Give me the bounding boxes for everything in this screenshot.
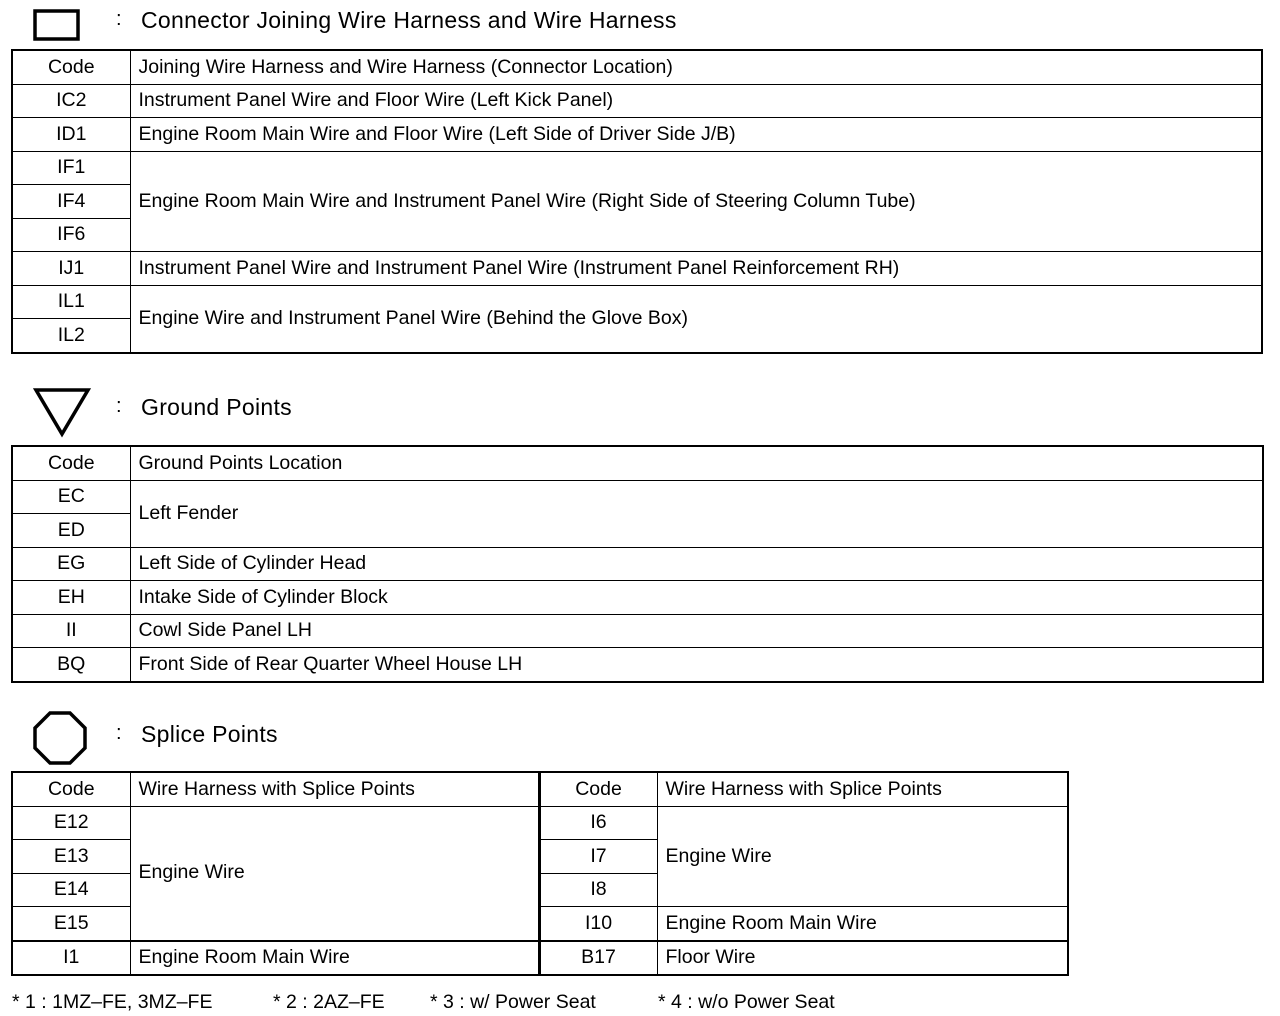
ground-code: EG bbox=[12, 547, 130, 581]
ground-desc: Left Side of Cylinder Head bbox=[130, 547, 1263, 581]
splice-section-title: Splice Points bbox=[141, 721, 278, 747]
table-row bbox=[12, 285, 1262, 319]
splice-code: E12 bbox=[12, 806, 130, 840]
ground-code: ED bbox=[12, 514, 130, 548]
splice-code: E13 bbox=[12, 840, 130, 874]
triangle-down-icon bbox=[33, 385, 93, 439]
table-row bbox=[12, 547, 1263, 581]
connector-desc: Engine Room Main Wire and Instrument Panel Wire (Right Side of Steering Column Tube) bbox=[130, 151, 1262, 252]
connector-desc: Instrument Panel Wire and Floor Wire (Left Kick Panel) bbox=[130, 84, 1262, 118]
connector-code: IF6 bbox=[12, 218, 130, 252]
footnote: * 4 : w/o Power Seat bbox=[658, 991, 835, 1013]
ground-desc: Intake Side of Cylinder Block bbox=[130, 581, 1263, 615]
footnote: * 2 : 2AZ–FE bbox=[273, 991, 385, 1013]
ground-code: BQ bbox=[12, 648, 130, 682]
splice-desc: Engine Room Main Wire bbox=[130, 941, 539, 976]
square-icon bbox=[33, 9, 81, 41]
splice-table bbox=[11, 771, 1069, 976]
connector-code: IF4 bbox=[12, 185, 130, 219]
table-row bbox=[12, 581, 1263, 615]
code-header-right: Code bbox=[539, 772, 657, 806]
table-row bbox=[12, 151, 1262, 185]
splice-desc-right: Engine Room Main Wire bbox=[657, 907, 1068, 941]
ground-table bbox=[11, 445, 1264, 683]
ground-code: EC bbox=[12, 480, 130, 514]
splice-code: E15 bbox=[12, 907, 130, 941]
footnotes bbox=[12, 991, 1272, 1016]
location-header: Ground Points Location bbox=[130, 446, 1263, 480]
ground-desc: Left Fender bbox=[130, 480, 1263, 547]
splice-code-right: I6 bbox=[539, 806, 657, 840]
connector-colon: : bbox=[116, 8, 122, 30]
splice-code-right: I10 bbox=[539, 907, 657, 941]
splice-colon: : bbox=[116, 722, 122, 744]
table-row bbox=[12, 84, 1262, 118]
ground-section-title: Ground Points bbox=[141, 394, 292, 420]
connector-table bbox=[11, 49, 1263, 354]
connector-code: IL2 bbox=[12, 319, 130, 353]
connector-code: ID1 bbox=[12, 118, 130, 152]
ground-desc: Cowl Side Panel LH bbox=[130, 614, 1263, 648]
connector-desc: Instrument Panel Wire and Instrument Panel Wire (Instrument Panel Reinforcement RH) bbox=[130, 252, 1262, 286]
harness-header: Wire Harness with Splice Points bbox=[130, 772, 539, 806]
connector-desc: Engine Wire and Instrument Panel Wire (Behind the Glove Box) bbox=[130, 285, 1262, 353]
table-row bbox=[12, 480, 1263, 514]
ground-colon: : bbox=[116, 395, 122, 417]
table-header-row bbox=[12, 772, 1068, 806]
connector-section-title: Connector Joining Wire Harness and Wire Harness bbox=[141, 7, 677, 33]
splice-code-right: I7 bbox=[539, 840, 657, 874]
table-row bbox=[12, 648, 1263, 682]
table-header-row bbox=[12, 446, 1263, 480]
code-header: Code bbox=[12, 446, 130, 480]
footnote: * 1 : 1MZ–FE, 3MZ–FE bbox=[12, 991, 213, 1013]
splice-desc-right: Engine Wire bbox=[657, 806, 1068, 907]
code-header: Code bbox=[12, 772, 130, 806]
table-row bbox=[12, 118, 1262, 152]
splice-desc: Engine Wire bbox=[130, 806, 539, 941]
ground-code: EH bbox=[12, 581, 130, 615]
splice-code: I1 bbox=[12, 941, 130, 976]
footnote: * 3 : w/ Power Seat bbox=[430, 991, 596, 1013]
table-row bbox=[12, 252, 1262, 286]
connector-code: IL1 bbox=[12, 285, 130, 319]
code-header: Code bbox=[12, 50, 130, 84]
splice-code-right: B17 bbox=[539, 941, 657, 976]
splice-desc-right: Floor Wire bbox=[657, 941, 1068, 976]
ground-desc: Front Side of Rear Quarter Wheel House LH bbox=[130, 648, 1263, 682]
splice-code: E14 bbox=[12, 873, 130, 907]
connector-code: IF1 bbox=[12, 151, 130, 185]
table-header-row bbox=[12, 50, 1262, 84]
harness-header-right: Wire Harness with Splice Points bbox=[657, 772, 1068, 806]
octagon-icon bbox=[32, 711, 88, 767]
connector-code: IC2 bbox=[12, 84, 130, 118]
table-row bbox=[12, 941, 1068, 976]
table-row bbox=[12, 806, 1068, 840]
splice-code-right: I8 bbox=[539, 873, 657, 907]
table-row bbox=[12, 614, 1263, 648]
location-header: Joining Wire Harness and Wire Harness (Connector Location) bbox=[130, 50, 1262, 84]
connector-desc: Engine Room Main Wire and Floor Wire (Left Side of Driver Side J/B) bbox=[130, 118, 1262, 152]
ground-code: II bbox=[12, 614, 130, 648]
connector-code: IJ1 bbox=[12, 252, 130, 286]
